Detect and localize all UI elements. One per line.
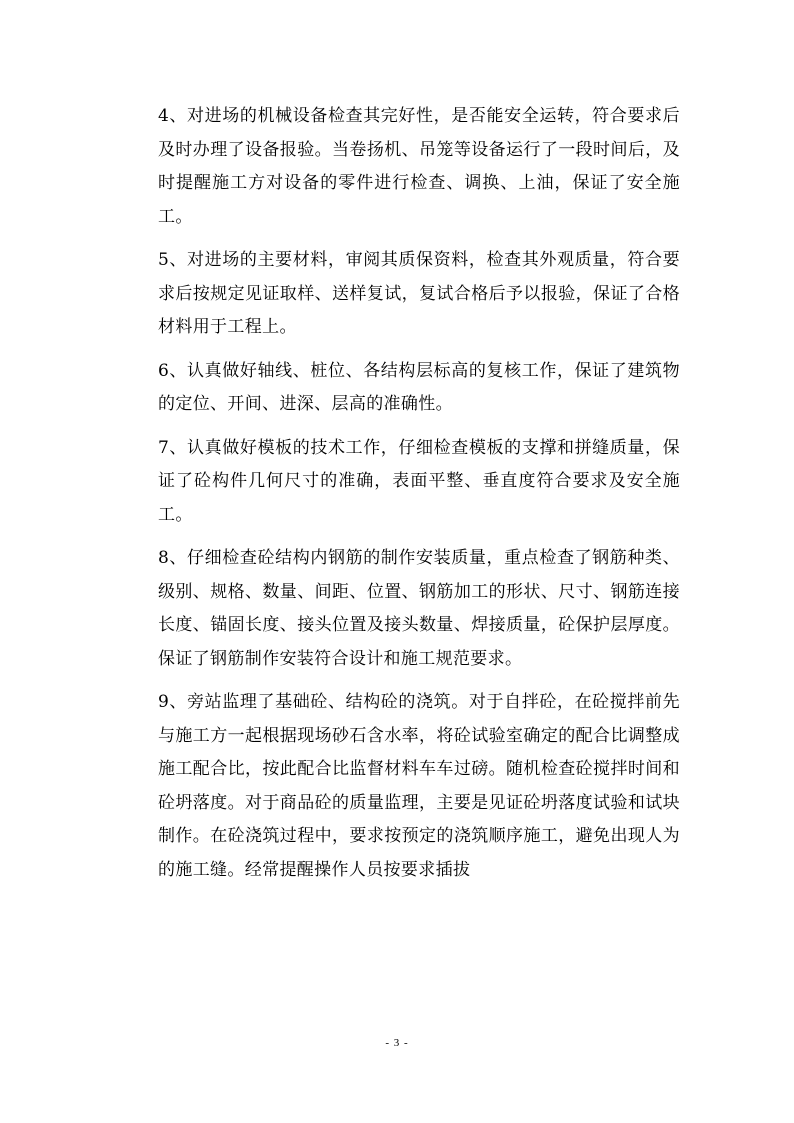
page-number: - 3 - bbox=[385, 1037, 409, 1049]
body-text bbox=[158, 100, 680, 897]
paragraph-item-5: 5、对进场的主要材料，审阅其质保资料，检查其外观质量，符合要求后按规定见证取样、送样复试，复试合格后予以报验，保证了合格材料用于工程上。 bbox=[158, 250, 680, 337]
paragraph-item-9: 9、旁站监理了基础砼、结构砼的浇筑。对于自拌砼，在砼搅拌前先与施工方一起根据现场砂石含水率，将砼试验室确定的配合比调整成施工配合比，按此配合比监督材料车车过磅。随机检查砼搅拌时间和砼坍落度。对于商品砼的质量监理，主要是见证砼坍落度试验和试块制作。在砼浇筑过程中，要求按预定的浇筑顺序施工，避免出现人为的施工缝。经常提醒操作人员按要求插拔 bbox=[158, 692, 680, 880]
paragraph-item-8: 8、仔细检查砼结构内钢筋的制作安装质量，重点检查了钢筋种类、级别、规格、数量、间距、位置、钢筋加工的形状、尺寸、钢筋连接长度、锚固长度、接头位置及接头数量、焊接质量，砼保护层厚度。保证了钢筋制作安装符合设计和施工规范要求。 bbox=[158, 548, 680, 669]
paragraph-item-6: 6、认真做好轴线、桩位、各结构层标高的复核工作，保证了建筑物的定位、开间、进深、层高的准确性。 bbox=[158, 360, 680, 414]
paragraph-item-4: 4、对进场的机械设备检查其完好性，是否能安全运转，符合要求后及时办理了设备报验。当卷扬机、吊笼等设备运行了一段时间后，及时提醒施工方对设备的零件进行检查、调换、上油，保证了安全施工。 bbox=[158, 106, 680, 227]
paragraph-item-7: 7、认真做好模板的技术工作，仔细检查模板的支撑和拼缝质量，保证了砼构件几何尺寸的准确，表面平整、垂直度符合要求及安全施工。 bbox=[158, 437, 680, 525]
